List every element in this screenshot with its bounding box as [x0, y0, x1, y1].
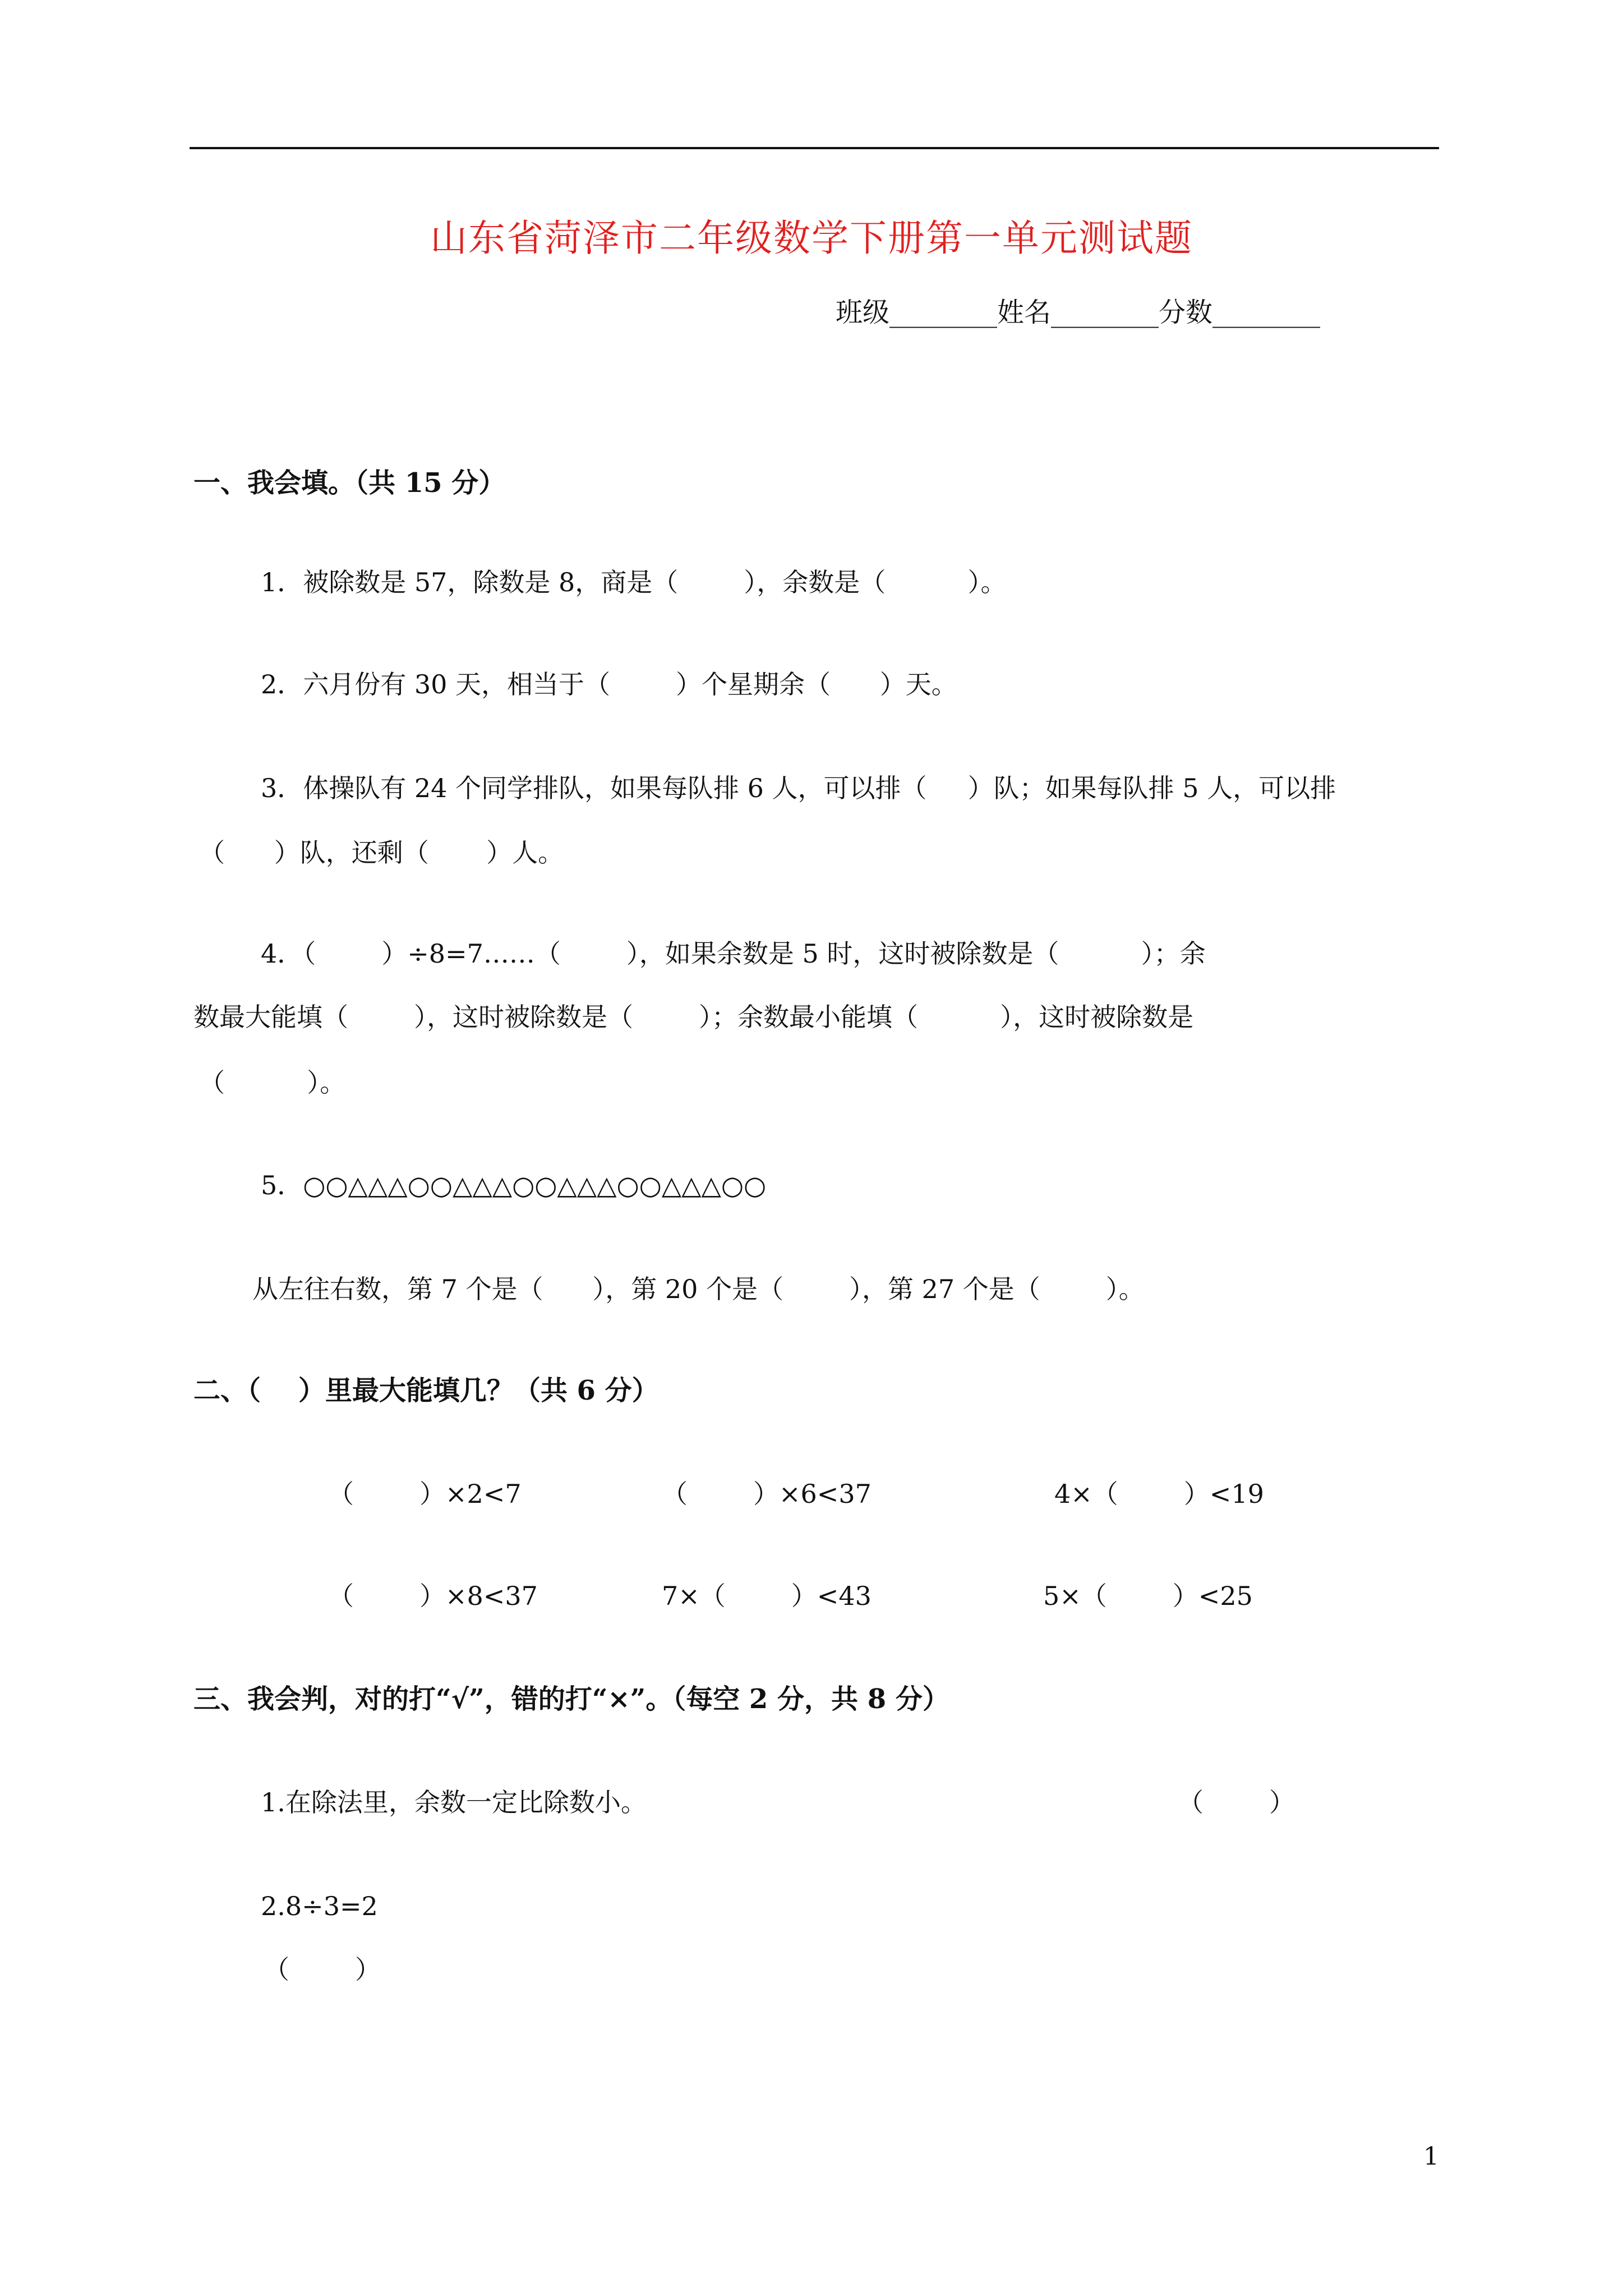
inequality-6: 5×（ ）<25 — [1043, 1581, 1253, 1611]
judge-answer-blank-2: （ ） — [264, 1954, 381, 1985]
inequality-4: （ ）×8<37 — [328, 1581, 538, 1611]
inequality-5: 7×（ ）<43 — [662, 1581, 872, 1611]
judge-answer-blank-1: （ ） — [1178, 1787, 1295, 1818]
question-1-4-line-3: （ ）。 — [199, 1068, 346, 1098]
question-1-4-line-2: 数最大能填（ ），这时被除数是（ ）；余数最小能填（ ），这时被除数是 — [193, 1002, 1194, 1032]
student-info-line: 班级________姓名________分数________ — [836, 297, 1321, 328]
section-1-heading: 一、我会填。（共 15 分） — [193, 467, 506, 499]
inequality-1: （ ）×2<7 — [328, 1479, 522, 1509]
question-1-1: 1．被除数是 57，除数是 8，商是（ ），余数是（ ）。 — [261, 567, 1007, 597]
inequality-2: （ ）×6<37 — [662, 1479, 872, 1509]
section-2-heading: 二、（ ）里最大能填几？（共 6 分） — [193, 1375, 659, 1406]
question-1-2: 2．六月份有 30 天，相当于（ ）个星期余（ ）天。 — [261, 669, 957, 700]
page-number: 1 — [1423, 2142, 1439, 2171]
question-1-5-prompt: 从左往右数，第 7 个是（ ），第 20 个是（ ），第 27 个是（ ）。 — [252, 1274, 1145, 1304]
judge-question-1: 1.在除法里，余数一定比除数小。 — [261, 1787, 647, 1818]
header-rule — [190, 147, 1439, 149]
judge-question-2: 2.8÷3=2 — [261, 1891, 378, 1921]
question-1-4-line-1: 4．（ ）÷8=7……（ ），如果余数是 5 时，这时被除数是（ ）；余 — [261, 938, 1206, 969]
question-1-5-sequence: 5．○○△△△○○△△△○○△△△○○△△△○○ — [261, 1170, 767, 1200]
inequality-3: 4×（ ）<19 — [1054, 1479, 1264, 1509]
section-3-heading: 三、我会判，对的打“√”，错的打“×”。（每空 2 分，共 8 分） — [193, 1683, 949, 1715]
page-title: 山东省菏泽市二年级数学下册第一单元测试题 — [430, 217, 1193, 260]
question-1-3-line-1: 3．体操队有 24 个同学排队，如果每队排 6 人，可以排（ ）队；如果每队排 5 人，可以排 — [261, 773, 1336, 803]
question-1-3-line-2: （ ）队，还剩（ ）人。 — [199, 838, 564, 868]
